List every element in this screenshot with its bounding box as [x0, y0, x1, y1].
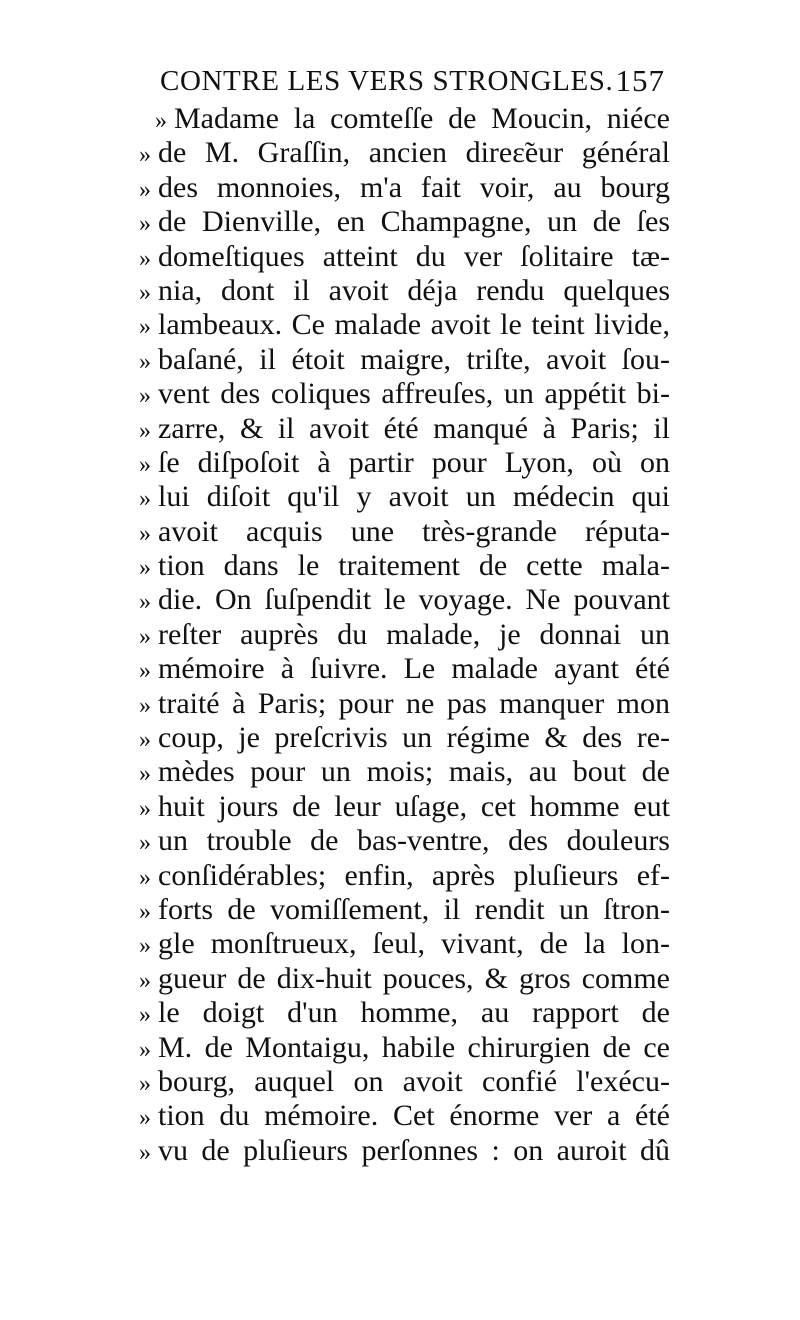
- text-line: [122, 343, 670, 377]
- text-line: [122, 205, 670, 239]
- text-line: [122, 824, 670, 858]
- text-line: [122, 377, 670, 411]
- text-line: [122, 618, 670, 652]
- line-text: nia, dont il avoit déja rendu quelques: [158, 273, 670, 307]
- line-text: des monnoies, m'a fait voir, au bourg: [158, 170, 670, 204]
- quotation-mark: »: [139, 417, 151, 444]
- quotation-mark: »: [139, 761, 151, 788]
- quotation-mark: »: [139, 623, 151, 650]
- quotation-mark: »: [139, 1105, 151, 1132]
- line-text: tion du mémoire. Cet énorme ver a été: [158, 1099, 670, 1133]
- text-line: [122, 859, 670, 893]
- quotation-mark: »: [139, 486, 151, 513]
- text-line: [122, 927, 670, 961]
- text-line: [122, 1065, 670, 1099]
- text-line: [122, 721, 670, 755]
- text-line: [122, 308, 670, 342]
- line-text: Madame la comteſſe de Moucin, niéce: [174, 102, 670, 135]
- text-line: [122, 446, 670, 480]
- line-text: tion dans le traitement de cette mala-: [158, 549, 670, 583]
- quotation-mark: »: [139, 279, 151, 306]
- quotation-mark: »: [139, 1070, 151, 1097]
- quotation-mark: »: [155, 108, 167, 134]
- quotation-mark: »: [139, 176, 151, 203]
- text-line: [122, 102, 670, 136]
- quotation-mark: »: [139, 348, 151, 375]
- quotation-mark: »: [139, 555, 151, 582]
- line-text: traité à Paris; pour ne pas manquer mon: [158, 686, 670, 720]
- line-text: gle monſtrueux, ſeul, vivant, de la lon-: [158, 927, 670, 961]
- page-number: 157: [615, 63, 665, 98]
- line-text: conſidérables; enfin, après pluſieurs ef-: [158, 858, 670, 892]
- text-line: [122, 652, 670, 686]
- line-text: le doigt d'un homme, au rapport de: [158, 996, 670, 1030]
- quotation-mark: »: [139, 864, 151, 891]
- line-text: de Dienville, en Champagne, un de ſes: [158, 205, 670, 239]
- line-text: avoit acquis une très-grande réputa-: [158, 514, 670, 548]
- text-line: [122, 515, 670, 549]
- page-header: [160, 58, 665, 104]
- quotation-mark: »: [139, 830, 151, 857]
- text-line: [122, 274, 670, 308]
- line-text: reſter auprès du malade, je donnai un: [158, 617, 670, 651]
- quotation-mark: »: [139, 245, 151, 272]
- text-line: [122, 755, 670, 789]
- quotation-mark: »: [139, 727, 151, 754]
- line-text: gueur de dix-huit pouces, & gros comme: [158, 961, 670, 995]
- line-text: lambeaux. Ce malade avoit le teint livide,: [158, 308, 670, 342]
- text-line: [122, 171, 670, 205]
- quotation-mark: »: [139, 589, 151, 616]
- page-body: [122, 102, 670, 1168]
- quotation-mark: »: [139, 211, 151, 238]
- text-line: [122, 1134, 670, 1168]
- running-title: CONTRE LES VERS STRONGLES.: [160, 64, 614, 97]
- quotation-mark: »: [139, 1002, 151, 1029]
- line-text: coup, je preſcrivis un régime & des re-: [158, 721, 670, 755]
- line-text: baſané, il étoit maigre, triſte, avoit ſou-: [158, 342, 670, 376]
- quotation-mark: »: [139, 1036, 151, 1063]
- quotation-mark: »: [139, 692, 151, 719]
- line-text: domeſtiques atteint du ver ſolitaire tæ-: [158, 239, 670, 273]
- quotation-mark: »: [139, 933, 151, 960]
- text-line: [122, 790, 670, 824]
- text-line: [122, 412, 670, 446]
- quotation-mark: »: [139, 314, 151, 341]
- line-text: huit jours de leur uſage, cet homme eut: [158, 789, 670, 823]
- line-text: zarre, & il avoit été manqué à Paris; il: [158, 411, 670, 445]
- quotation-mark: »: [139, 451, 151, 478]
- quotation-mark: »: [139, 795, 151, 822]
- quotation-mark: »: [139, 898, 151, 925]
- line-text: forts de vomiſſement, il rendit un ſtron-: [158, 892, 670, 926]
- quotation-mark: »: [139, 383, 151, 410]
- text-line: [122, 549, 670, 583]
- text-line: [122, 136, 670, 170]
- text-line: [122, 893, 670, 927]
- quotation-mark: »: [139, 658, 151, 685]
- line-text: bourg, auquel on avoit confié l'exécu-: [158, 1064, 670, 1098]
- text-line: [122, 996, 670, 1030]
- quotation-mark: »: [139, 520, 151, 547]
- line-text: de M. Graſſin, ancien direɛ̃eur général: [158, 136, 670, 170]
- text-line: [122, 240, 670, 274]
- line-text: lui diſoit qu'il y avoit un médecin qui: [158, 480, 670, 514]
- text-line: [122, 583, 670, 617]
- line-text: ſe diſpoſoit à partir pour Lyon, où on: [158, 445, 670, 479]
- line-text: mémoire à ſuivre. Le malade ayant été: [158, 652, 670, 686]
- text-line: [122, 1099, 670, 1133]
- line-text: mèdes pour un mois; mais, au bout de: [158, 755, 670, 789]
- line-text: un trouble de bas-ventre, des douleurs: [158, 824, 670, 858]
- text-line: [122, 1031, 670, 1065]
- line-text: vu de pluſieurs perſonnes : on auroit dû: [158, 1133, 670, 1167]
- quotation-mark: »: [139, 142, 151, 169]
- text-line: [122, 687, 670, 721]
- line-text: vent des coliques affreuſes, un appétit bi-: [158, 377, 670, 411]
- text-line: [122, 962, 670, 996]
- quotation-mark: »: [139, 1139, 151, 1166]
- quotation-mark: »: [139, 967, 151, 994]
- text-line: [122, 480, 670, 514]
- line-text: M. de Montaigu, habile chirurgien de ce: [158, 1030, 670, 1064]
- line-text: die. On ſuſpendit le voyage. Ne pouvant: [158, 583, 670, 617]
